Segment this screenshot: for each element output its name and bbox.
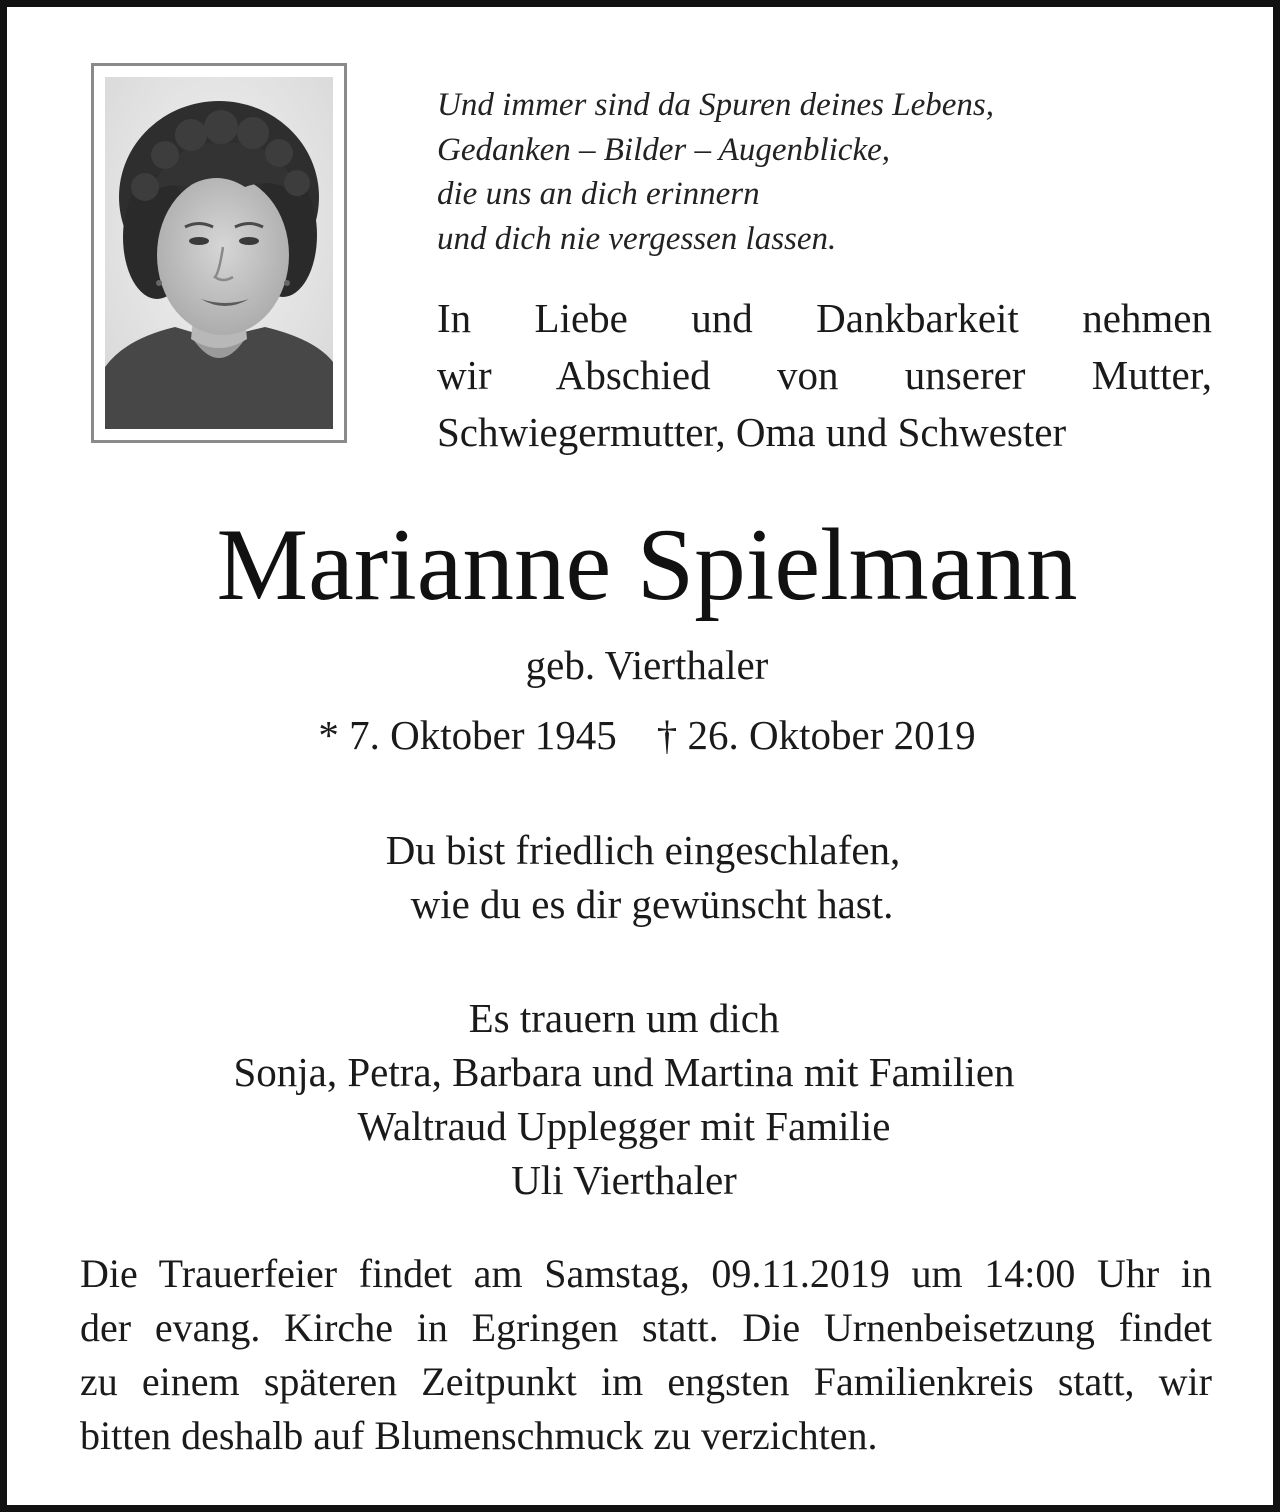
intro-line: In Liebe und Dankbarkeit nehmen — [437, 295, 1212, 341]
mourners-block — [7, 991, 1280, 1207]
mourners-heading: Es trauern um dich — [468, 995, 780, 1041]
mourner-line: Sonja, Petra, Barbara und Martina mit Familien — [233, 1049, 1015, 1095]
portrait-illustration — [105, 77, 333, 429]
poem-line: Und immer sind da Spuren deines Lebens, — [437, 87, 994, 123]
farewell-intro — [437, 290, 1212, 461]
portrait-frame — [91, 63, 347, 443]
poem-line: Gedanken – Bilder – Augenblicke, — [437, 131, 890, 168]
verse-line: Du bist friedlich eingeschlafen, — [385, 827, 901, 873]
poem-line: die uns an dich erinnern — [437, 176, 760, 212]
memorial-poem — [437, 83, 1217, 261]
verse — [7, 823, 1280, 931]
life-dates — [7, 709, 1280, 761]
mourner-line: Uli Vierthaler — [511, 1157, 737, 1203]
service-details — [80, 1247, 1212, 1463]
intro-line: Schwiegermutter, Oma und Schwester — [437, 409, 1067, 455]
portrait-photo — [105, 77, 333, 429]
death-date: † 26. Oktober 2019 — [656, 712, 976, 758]
mourner-line: Waltraud Upplegger mit Familie — [357, 1103, 891, 1149]
service-line: zu einem späteren Zeitpunkt im engsten Familienkreis statt, wir — [80, 1359, 1212, 1404]
maiden-name: geb. Vierthaler — [525, 642, 769, 688]
intro-line: wir Abschied von unserer Mutter, — [437, 352, 1212, 398]
poem-line: und dich nie vergessen lassen. — [437, 220, 837, 257]
birth-date: * 7. Oktober 1945 — [318, 712, 617, 758]
deceased-name: Marianne Spielmann — [216, 508, 1078, 622]
service-line: Die Trauerfeier findet am Samstag, 09.11.2019 um 14:00 Uhr in — [80, 1251, 1212, 1296]
service-line: bitten deshalb auf Blumenschmuck zu verzichten. — [80, 1413, 878, 1458]
service-line: der evang. Kirche in Egringen statt. Die Urnenbeisetzung findet — [80, 1305, 1212, 1350]
verse-line: wie du es dir gewünscht hast. — [410, 881, 894, 927]
